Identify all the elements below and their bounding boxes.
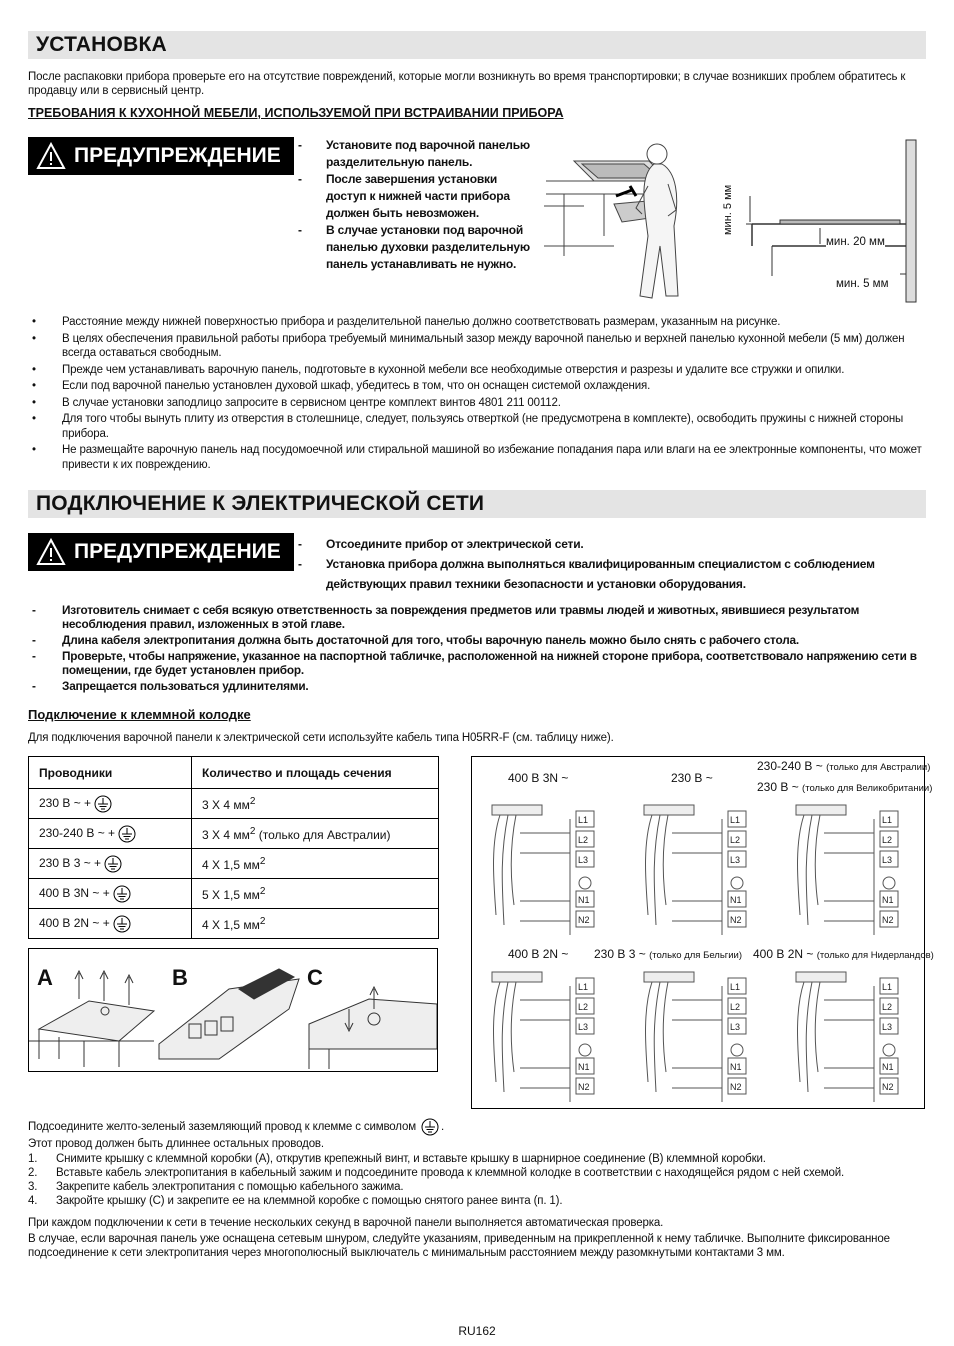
section-cell: 5 X 1,5 мм	[202, 887, 260, 902]
terminal-label: N1	[578, 895, 590, 905]
warning-triangle-icon	[36, 538, 66, 566]
section-cell: 3 X 4 мм	[202, 827, 250, 842]
terminal-label: L2	[578, 1002, 589, 1012]
installation-bullets	[28, 315, 924, 474]
superscript: 2	[259, 885, 266, 897]
ground-symbol-icon	[113, 885, 131, 903]
list-item: • Прежде чем устанавливать варочную панель, подготовьте в кухонной мебели все необходимые отверстия и разрезы и удалите все стружки и опилки.	[28, 363, 924, 378]
terminal-label: L1	[578, 815, 589, 825]
list-item: 4. Закройте крышку (C) и закрепите ее на клеммной коробке с помощью снятого ранее винта (п. 1).	[28, 1195, 563, 1207]
installation-illustration	[544, 136, 744, 306]
min5-label: мин. 5 мм	[836, 278, 889, 290]
terminal-label: L3	[578, 1022, 589, 1032]
warning-label: ПРЕДУПРЕЖДЕНИЕ	[74, 540, 281, 563]
section-cell: 3 X 4 мм	[202, 797, 250, 812]
terminal-label: L1	[578, 982, 589, 992]
ground-symbol-icon	[94, 795, 112, 813]
label-a: A	[37, 965, 53, 990]
list-item: - Отсоедините прибор от электрической сети.	[298, 534, 918, 554]
wiring-block	[796, 972, 898, 1102]
ground-instruction: Подсоедините желто-зеленый заземляющий провод к клемме с символом .	[28, 1118, 924, 1136]
list-item: • Если под варочной панелью установлен духовой шкаф, убедитесь в том, что он оснащен системой охлаждения.	[28, 379, 924, 394]
electrical-rules-list	[28, 603, 928, 695]
table-row	[29, 789, 439, 819]
conductors-table	[28, 756, 439, 939]
superscript: 2	[249, 795, 256, 807]
wiring-label: 230 В ~ (только для Великобритании)	[757, 780, 933, 794]
section-title-installation: УСТАНОВКА	[28, 31, 926, 59]
list-item: - В случае установки под варочной панелью духовки разделительную панель устанавливать не нужно.	[298, 222, 536, 273]
superscript: 2	[259, 915, 266, 927]
terminal-label: N2	[578, 915, 590, 925]
wiring-label: 230-240 В ~ (только для Австралии)	[757, 759, 931, 773]
warning-box-2	[28, 533, 294, 571]
warning-label: ПРЕДУПРЕЖДЕНИЕ	[74, 144, 281, 167]
section-cell: 4 X 1,5 мм	[202, 917, 260, 932]
wiring-schematics	[472, 757, 924, 1108]
wiring-label: 230 В 3 ~ (только для Бельгии)	[594, 947, 743, 961]
ground-symbol-icon	[421, 1118, 439, 1136]
conductor-cell: 230-240 В ~ +	[39, 825, 116, 840]
ground-symbol-icon	[113, 915, 131, 933]
terminal-label: L3	[730, 855, 741, 865]
list-item: - Проверьте, чтобы напряжение, указанное на паспортной табличке, расположенной на нижней стороне прибора, соответствовало напряжению сети в помещении, где будет установлен прибор.	[28, 649, 928, 677]
terminal-label: N2	[578, 1082, 590, 1092]
terminal-label: L2	[882, 1002, 893, 1012]
terminal-label: N1	[730, 1062, 742, 1072]
abc-drawing	[29, 949, 437, 1071]
terminal-label: N2	[730, 1082, 742, 1092]
wiring-block	[644, 972, 746, 1102]
list-item: • В целях обеспечения правильной работы прибора требуемый минимальный зазор между варочной панелью и верхней панелью кухонной мебели (5 мм) должен всегда оставаться свободным.	[28, 332, 924, 361]
furniture-requirements-heading: ТРЕБОВАНИЯ К КУХОННОЙ МЕБЕЛИ, ИСПОЛЬЗУЕМОЙ ПРИ ВСТРАИВАНИИ ПРИБОРА	[28, 106, 564, 120]
ground-note: Этот провод должен быть длиннее остальных проводов.	[28, 1138, 324, 1150]
terminal-label: L3	[882, 1022, 893, 1032]
terminal-label: N1	[882, 1062, 894, 1072]
list-item: - Запрещается пользоваться удлинителями.	[28, 679, 928, 693]
closing-text-2: В случае, если варочная панель уже оснащена сетевым шнуром, следуйте указаниям, приведенным на прикрепленной к нему табличке. Выполните фиксированное подсоединение к сети электропитания через многополюсный выключатель с минимальным расстоянием между разомкнутыми контактами 3 мм.	[28, 1233, 890, 1259]
label-b: B	[172, 965, 188, 990]
min20-label: мин. 20 мм	[826, 236, 885, 248]
warning-list-1	[298, 137, 536, 273]
list-item: 2. Вставьте кабель электропитания в кабельный зажим и подсоедините провода к клеммной колодке в соответствии с находящейся рядом с ней схемой.	[28, 1167, 845, 1179]
table-header: Проводники	[29, 757, 192, 789]
list-item: • Расстояние между нижней поверхностью прибора и разделительной панелью должно соответствовать размерам, указанным на рисунке.	[28, 315, 924, 330]
conductor-cell: 230 В ~ +	[39, 795, 92, 810]
min5-vertical-label: мин. 5 мм	[722, 184, 734, 235]
terminal-label: N2	[730, 915, 742, 925]
conductor-cell: 230 В 3 ~ +	[39, 855, 102, 870]
page-number: RU162	[458, 1324, 496, 1338]
warning-triangle-icon	[36, 142, 66, 170]
list-item: - Установка прибора должна выполняться квалифицированным специалистом с соблюдением действующих правил техники безопасности и установки оборудования.	[298, 554, 918, 594]
table-row	[29, 819, 439, 849]
list-item: - Изготовитель снимает с себя всякую ответственность за повреждения предметов или травмы людей и животных, явившиеся результатом несоблюдения правил, изложенных в этой главе.	[28, 603, 928, 631]
terminal-box-illustration	[28, 948, 438, 1072]
terminal-label: L1	[882, 815, 893, 825]
warning-box-1	[28, 137, 294, 175]
list-item: • В случае установки заподлицо запросите в сервисном центре комплект винтов 4801 211 00112.	[28, 396, 924, 411]
clearance-diagram	[720, 136, 926, 306]
table-row	[29, 879, 439, 909]
wiring-block	[644, 805, 746, 935]
superscript: 2	[249, 825, 256, 837]
label-c: C	[307, 965, 323, 990]
wiring-label: 230 В ~	[671, 771, 713, 785]
ground-symbol-icon	[118, 825, 136, 843]
terminal-label: N1	[730, 895, 742, 905]
list-item: • Не размещайте варочную панель над посудомоечной или стиральной машиной во избежание попадания пара или влаги на ее электронные компоненты, что может привести к их повреждению.	[28, 443, 924, 472]
terminal-block-heading: Подключение к клеммной колодке	[28, 707, 251, 722]
wiring-block	[796, 805, 898, 935]
terminal-label: L1	[882, 982, 893, 992]
table-header-row	[29, 757, 439, 789]
list-item: - После завершения установки доступ к нижней части прибора должен быть невозможен.	[298, 171, 536, 222]
terminal-label: N2	[882, 915, 894, 925]
closing-text-1: При каждом подключении к сети в течение нескольких секунд в варочной панели выполняется автоматическая проверка.	[28, 1217, 664, 1229]
terminal-label: L2	[730, 835, 741, 845]
ground-symbol-icon	[104, 855, 122, 873]
wiring-block	[492, 972, 594, 1102]
terminal-label: L1	[730, 815, 741, 825]
conductor-cell: 400 В 3N ~ +	[39, 885, 110, 900]
note: (только для Австралии)	[255, 827, 391, 842]
wiring-label: 400 В 2N ~	[508, 947, 569, 961]
conductor-cell: 400 В 2N ~ +	[39, 915, 110, 930]
terminal-label: L1	[730, 982, 741, 992]
wiring-label: 400 В 3N ~	[508, 771, 569, 785]
list-item: - Установите под варочной панелью разделительную панель.	[298, 137, 536, 171]
terminal-label: N1	[882, 895, 894, 905]
terminal-label: L3	[578, 855, 589, 865]
warning-list-2	[298, 534, 918, 594]
wiring-label: 400 В 2N ~ (только для Нидерландов)	[753, 947, 934, 961]
cable-type-text: Для подключения варочной панели к электрической сети используйте кабель типа H05RR-F (см. таблицу ниже).	[28, 732, 614, 744]
intro-text: После распаковки прибора проверьте его на отсутствие повреждений, которые могли возникнуть во время транспортировки; в случае возникших проблем обратитесь к продавцу или в сервисный центр.	[28, 71, 906, 97]
section-cell: 4 X 1,5 мм	[202, 857, 260, 872]
section-title-electrical: ПОДКЛЮЧЕНИЕ К ЭЛЕКТРИЧЕСКОЙ СЕТИ	[28, 490, 926, 518]
terminal-label: L3	[730, 1022, 741, 1032]
terminal-label: L2	[578, 835, 589, 845]
list-item: 1. Снимите крышку с клеммной коробки (A), открутив крепежный винт, и вставьте крышку в шарнирное соединение (B) клеммной коробки.	[28, 1153, 766, 1165]
superscript: 2	[259, 855, 266, 867]
table-row	[29, 849, 439, 879]
terminal-label: N1	[578, 1062, 590, 1072]
terminal-label: L2	[882, 835, 893, 845]
table-row	[29, 909, 439, 939]
terminal-label: L3	[882, 855, 893, 865]
wiring-diagrams	[471, 756, 934, 1109]
list-item: • Для того чтобы вынуть плиту из отверстия в столешнице, следует, пользуясь отверткой (не предусмотрена в комплекте), освободить пружины с нижней стороны прибора.	[28, 412, 924, 441]
wiring-block	[492, 805, 594, 935]
list-item: 3. Закрепите кабель электропитания с помощью кабельного зажима.	[28, 1181, 404, 1193]
list-item: - Длина кабеля электропитания должна быть достаточной для того, чтобы варочную панель можно было снять с рабочего стола.	[28, 633, 928, 647]
terminal-label: L2	[730, 1002, 741, 1012]
terminal-label: N2	[882, 1082, 894, 1092]
connection-steps	[28, 1152, 928, 1208]
table-header: Количество и площадь сечения	[192, 757, 439, 789]
